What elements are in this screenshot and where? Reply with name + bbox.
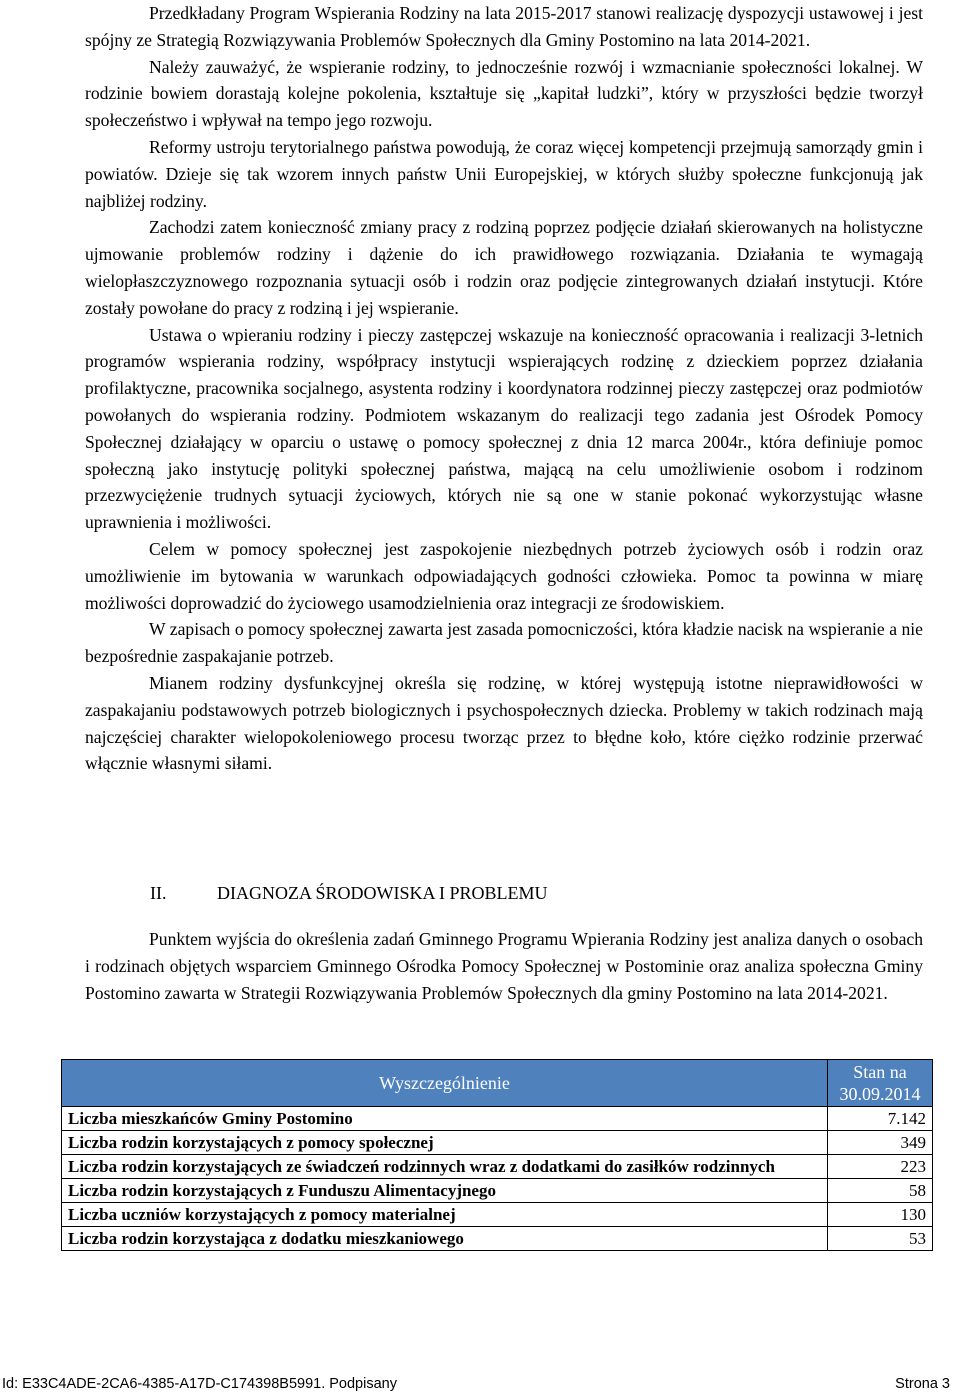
row-value: 58: [828, 1179, 933, 1203]
row-label: Liczba rodzin korzystająca z dodatku mieszkaniowego: [62, 1227, 828, 1251]
table-row: [62, 1227, 933, 1251]
row-label: Liczba uczniów korzystających z pomocy materialnej: [62, 1203, 828, 1227]
paragraph: Ustawa o wpieraniu rodziny i pieczy zastępczej wskazuje na konieczność opracowania i realizacji 3-letnich programów wspierania rodziny, współpracy instytucji wspierających rodzinę z dzieckiem poprzez działania profilaktyczne, pracownika socjalnego, asystenta rodziny i koordynatora rodzinnej pieczy zastępczej oraz podmiotów powołanych do wspierania rodziny. Podmiotem wskazanym do realizacji tego zadania jest Ośrodek Pomocy Społecznej działający w oparciu o ustawę o pomocy społecznej z dnia 12 marca 2004r., która definiuje pomoc społeczną jako instytucję polityki społecznej państwa, mającą na celu umożliwienie osobom i rodzinom przezwyciężenie trudnych sytuacji życiowych, których nie są one w stanie pokonać wykorzystując własne uprawnienia i możliwości.: [85, 324, 923, 533]
paragraph: Przedkładany Program Wspierania Rodziny na lata 2015-2017 stanowi realizację dyspozycji ustawowej i jest spójny ze Strategią Rozwiązywania Problemów Społecznych dla Gminy Postomino na lata 2014-2021.: [85, 3, 923, 50]
section-number: II.: [150, 883, 167, 903]
row-label: Liczba rodzin korzystających z pomocy społecznej: [62, 1131, 828, 1155]
header-label: Wyszczególnienie: [62, 1060, 828, 1107]
paragraph: W zapisach o pomocy społecznej zawarta jest zasada pomocniczości, która kładzie nacisk na wspieranie a nie bezpośrednie zaspakajanie potrzeb.: [85, 619, 923, 667]
table-row: [62, 1131, 933, 1155]
paragraph: Celem w pomocy społecznej jest zaspokojenie niezbędnych potrzeb życiowych osób i rodzin oraz umożliwienie im bytowania w warunkach odpowiadających godności człowieka. Pomoc ta powinna w miarę możliwości doprowadzić do życiowego usamodzielnienia oraz integracji ze środowiskiem.: [85, 538, 923, 613]
paragraph: Zachodzi zatem konieczność zmiany pracy z rodziną poprzez podjęcie działań skierowanych na holistyczne ujmowanie problemów rodziny i dążenie do ich prawidłowego rozwiązania. Działania te wymagają wielopłaszczyznowego rozpoznania sytuacji osób i rodzin oraz podjęcie zintegrowanych działań instytucji. Które zostały powołane do pracy z rodziną i jej wspieranie.: [85, 217, 923, 318]
statistics-table: [61, 1059, 933, 1251]
section-title: DIAGNOZA ŚRODOWISKA I PROBLEMU: [217, 883, 548, 903]
row-label: Liczba rodzin korzystających z Funduszu Alimentacyjnego: [62, 1179, 828, 1203]
page-number: Strona 3: [895, 1376, 950, 1392]
table-row: [62, 1155, 933, 1179]
paragraph: Reformy ustroju terytorialnego państwa powodują, że coraz więcej kompetencji przejmują samorządy gmin i powiatów. Dzieje się tak wzorem innych państw Unii Europejskiej, w których służby społeczne funkcjonują jak najbliżej rodziny.: [85, 136, 923, 211]
table-row: [62, 1179, 933, 1203]
table-header-row: [62, 1060, 933, 1107]
document-id: Id: E33C4ADE-2CA6-4385-A17D-C174398B5991. Podpisany: [2, 1376, 397, 1392]
section-intro: Punktem wyjścia do określenia zadań Gminnego Programu Wpierania Rodziny jest analiza danych o osobach i rodzinach objętych wsparciem Gminnego Ośrodka Pomocy Społecznej w Postominie oraz analiza społeczna Gminy Postomino zawarta w Strategii Rozwiązywania Problemów Społecznych dla gminy Postomino na lata 2014-2021.: [85, 929, 923, 1003]
row-value: 53: [828, 1227, 933, 1251]
row-value: 7.142: [828, 1107, 933, 1131]
paragraph: Mianem rodziny dysfunkcyjnej określa się rodzinę, w której występują istotne nieprawidłowości w zaspakajaniu podstawowych potrzeb biologicznych i psychospołecznych dziecka. Problemy w takich rodzinach mają najczęściej charakter wielopokoleniowego procesu tworząc przez to błędne koło, które ciężko rodzinie przerwać włącznie własnymi siłami.: [85, 672, 923, 774]
row-label: Liczba mieszkańców Gminy Postomino: [62, 1107, 828, 1131]
row-value: 223: [828, 1155, 933, 1179]
header-value: Stan na 30.09.2014: [828, 1060, 933, 1107]
row-value: 349: [828, 1131, 933, 1155]
table-row: [62, 1203, 933, 1227]
body-text: [85, 0, 923, 777]
row-label: Liczba rodzin korzystających ze świadczeń rodzinnych wraz z dodatkami do zasiłków rodzinnych: [62, 1155, 828, 1179]
table-row: [62, 1107, 933, 1131]
row-value: 130: [828, 1203, 933, 1227]
section-heading: [150, 880, 548, 906]
paragraph: Należy zauważyć, że wspieranie rodziny, to jednocześnie rozwój i wzmacnianie społeczności lokalnej. W rodzinie bowiem dorastają kolejne pokolenia, kształtuje się „kapitał ludzki”, który w przyszłości będzie tworzył społeczeństwo i wpływał na tempo jego rozwoju.: [85, 56, 923, 131]
